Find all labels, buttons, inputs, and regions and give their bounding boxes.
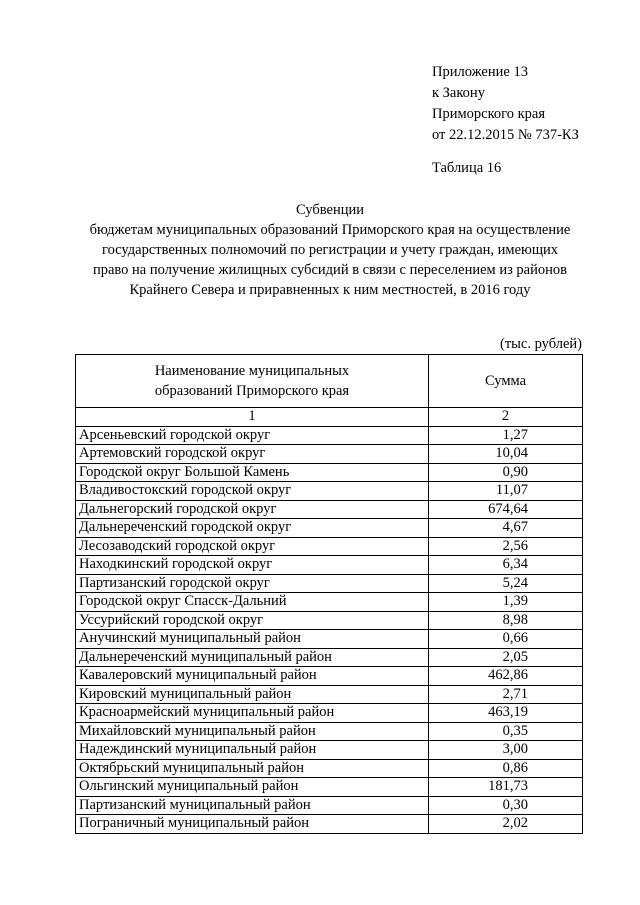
table-row xyxy=(76,537,583,556)
subsidy-amount: 0,90 xyxy=(429,463,583,482)
municipality-name: Владивостокский городской округ xyxy=(76,482,429,501)
header-name-line: образований Приморского края xyxy=(154,383,350,399)
subsidy-amount: 2,05 xyxy=(429,648,583,667)
subsidy-amount: 11,07 xyxy=(429,482,583,501)
table-row xyxy=(76,593,583,612)
subsidy-amount: 6,34 xyxy=(429,556,583,575)
municipality-name: Городской округ Спасск-Дальний xyxy=(76,593,429,612)
table-row xyxy=(76,741,583,760)
table-row xyxy=(76,482,583,501)
header-name-line: Наименование муниципальных xyxy=(154,363,350,379)
municipality-name: Надеждинский муниципальный район xyxy=(76,741,429,760)
subsidy-amount: 181,73 xyxy=(429,778,583,797)
municipality-name: Пограничный муниципальный район xyxy=(76,815,429,834)
table-row xyxy=(76,778,583,797)
subsidy-amount: 2,71 xyxy=(429,685,583,704)
subsidy-amount: 0,66 xyxy=(429,630,583,649)
title-line: бюджетам муниципальных образований Приморского края на осуществление xyxy=(89,222,571,238)
municipality-name: Кавалеровский муниципальный район xyxy=(76,667,429,686)
municipality-name: Уссурийский городской округ xyxy=(76,611,429,630)
table-row xyxy=(76,630,583,649)
subsidy-amount: 1,39 xyxy=(429,593,583,612)
table-row xyxy=(76,556,583,575)
table-row xyxy=(76,815,583,834)
table-row xyxy=(76,722,583,741)
subsidy-amount: 10,04 xyxy=(429,445,583,464)
municipality-name: Дальнегорский городской округ xyxy=(76,500,429,519)
table-row xyxy=(76,611,583,630)
municipality-name: Партизанский муниципальный район xyxy=(76,796,429,815)
municipality-name: Находкинский городской округ xyxy=(76,556,429,575)
subsidies-table xyxy=(75,354,583,834)
municipality-name: Дальнереченский городской округ xyxy=(76,519,429,538)
subsidy-amount: 1,27 xyxy=(429,426,583,445)
title-line: государственных полномочий по регистрации и учету граждан, имеющих xyxy=(101,242,559,258)
table-label: Таблица 16 xyxy=(432,160,502,176)
table-row xyxy=(76,574,583,593)
municipality-name: Артемовский городской округ xyxy=(76,445,429,464)
subsidy-amount: 2,56 xyxy=(429,537,583,556)
column-number: 2 xyxy=(429,408,583,427)
table-row xyxy=(76,796,583,815)
subsidy-amount: 5,24 xyxy=(429,574,583,593)
appendix-line: Приморского края xyxy=(432,106,546,122)
municipality-name: Красноармейский муниципальный район xyxy=(76,704,429,723)
municipality-name: Анучинский муниципальный район xyxy=(76,630,429,649)
subsidy-amount: 0,30 xyxy=(429,796,583,815)
table-row xyxy=(76,667,583,686)
header-sum: Сумма xyxy=(429,355,583,408)
subsidy-amount: 3,00 xyxy=(429,741,583,760)
header-name xyxy=(76,355,429,408)
table-row xyxy=(76,648,583,667)
appendix-reference xyxy=(432,62,579,146)
municipality-name: Партизанский городской округ xyxy=(76,574,429,593)
subsidy-amount: 462,86 xyxy=(429,667,583,686)
title-line: Крайнего Севера и приравненных к ним местностей, в 2016 году xyxy=(129,282,531,298)
table-row xyxy=(76,759,583,778)
title-line: Субвенции xyxy=(296,202,364,218)
table-row xyxy=(76,704,583,723)
subsidy-amount: 0,86 xyxy=(429,759,583,778)
table-row xyxy=(76,500,583,519)
municipality-name: Кировский муниципальный район xyxy=(76,685,429,704)
table-row xyxy=(76,519,583,538)
table-row xyxy=(76,685,583,704)
column-number: 1 xyxy=(76,408,429,427)
table-row xyxy=(76,426,583,445)
municipality-name: Дальнереченский муниципальный район xyxy=(76,648,429,667)
subsidy-amount: 8,98 xyxy=(429,611,583,630)
appendix-line: от 22.12.2015 № 737-КЗ xyxy=(432,127,579,143)
municipality-name: Арсеньевский городской округ xyxy=(76,426,429,445)
subsidy-amount: 0,35 xyxy=(429,722,583,741)
municipality-name: Михайловский муниципальный район xyxy=(76,722,429,741)
municipality-name: Городской округ Большой Камень xyxy=(76,463,429,482)
column-number-row xyxy=(76,408,583,427)
document-title xyxy=(60,200,600,300)
table-row xyxy=(76,445,583,464)
subsidy-amount: 4,67 xyxy=(429,519,583,538)
appendix-line: к Закону xyxy=(432,85,485,101)
municipality-name: Лесозаводский городской округ xyxy=(76,537,429,556)
table-row xyxy=(76,463,583,482)
units-note: (тыс. рублей) xyxy=(500,336,582,352)
subsidy-amount: 674,64 xyxy=(429,500,583,519)
subsidy-amount: 2,02 xyxy=(429,815,583,834)
table-header-row xyxy=(76,355,583,408)
appendix-line: Приложение 13 xyxy=(432,64,528,80)
municipality-name: Ольгинский муниципальный район xyxy=(76,778,429,797)
subsidy-amount: 463,19 xyxy=(429,704,583,723)
title-line: право на получение жилищных субсидий в связи с переселением из районов xyxy=(92,262,567,278)
municipality-name: Октябрьский муниципальный район xyxy=(76,759,429,778)
